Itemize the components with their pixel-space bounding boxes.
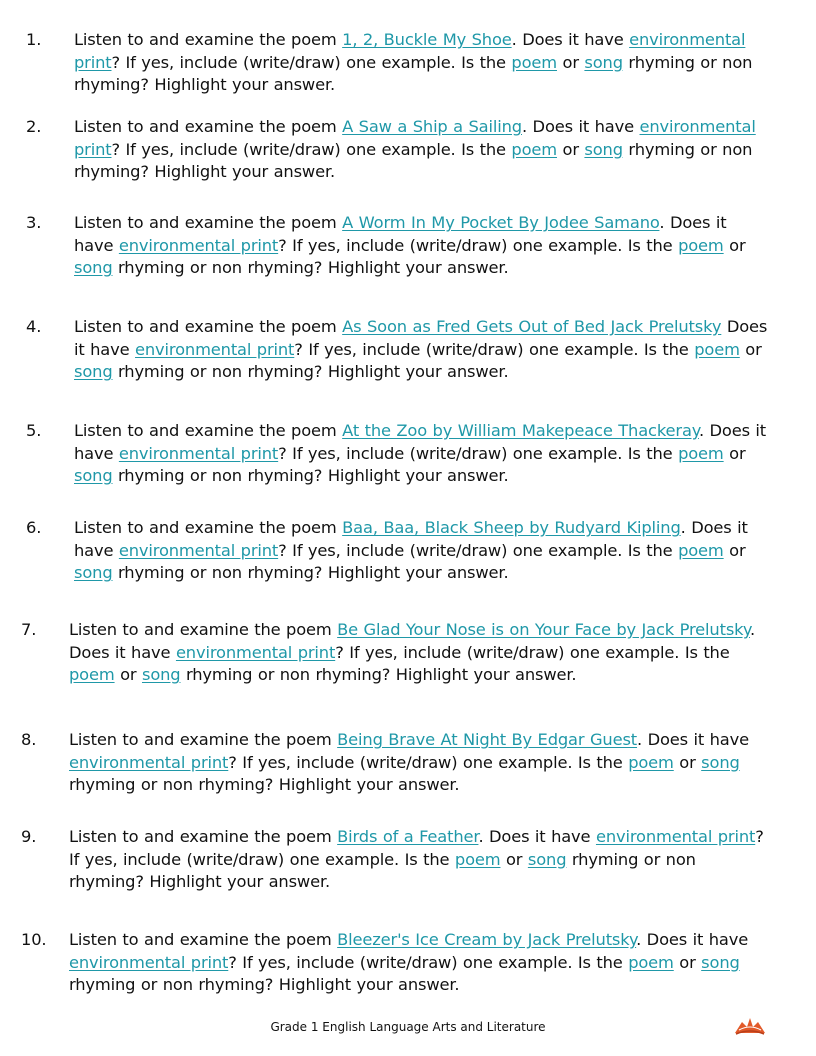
question-number: 2. bbox=[26, 117, 42, 136]
poem-title-link[interactable]: A Saw a Ship a Sailing bbox=[342, 117, 522, 136]
question-part-2: ? If yes, include (write/draw) one example. Is the bbox=[278, 235, 679, 255]
question-item bbox=[21, 729, 766, 797]
question-number: 1. bbox=[26, 30, 42, 49]
environmental-print-link[interactable]: environmental print bbox=[69, 752, 229, 772]
question-number: 7. bbox=[21, 620, 37, 639]
question-mid: Does it have bbox=[74, 317, 768, 359]
question-mid: Does it have bbox=[641, 930, 749, 949]
title-punctuation: . bbox=[698, 421, 704, 440]
question-tail: rhyming or non rhyming? Highlight your answer. bbox=[112, 563, 509, 582]
poem-link[interactable]: poem bbox=[511, 139, 557, 159]
or-text: or bbox=[673, 952, 702, 972]
page-footer: Grade 1 English Language Arts and Literature bbox=[270, 1020, 546, 1034]
question-part-2: ? If yes, include (write/draw) one example. Is the bbox=[278, 540, 679, 560]
question-tail: rhyming or non rhyming? Highlight your answer. bbox=[69, 849, 696, 891]
question-number: 10. bbox=[21, 930, 47, 949]
song-link[interactable]: song bbox=[74, 362, 113, 381]
environmental-print-link[interactable]: environmental print bbox=[175, 642, 336, 662]
title-punctuation: . bbox=[511, 30, 517, 49]
poem-link[interactable]: poem bbox=[511, 52, 557, 72]
question-text bbox=[69, 826, 770, 894]
question-tail: rhyming or non rhyming? Highlight your answer. bbox=[112, 466, 509, 485]
poem-title-link[interactable]: As Soon as Fred Gets Out of Bed Jack Prelutsky bbox=[342, 317, 722, 336]
question-item bbox=[21, 826, 766, 894]
or-text: or bbox=[557, 139, 585, 159]
question-prefix: Listen to and examine the poem bbox=[74, 213, 343, 232]
question-item bbox=[26, 517, 771, 585]
question-mid: Does it have bbox=[74, 518, 748, 560]
question-part-2: ? If yes, include (write/draw) one example. Is the bbox=[228, 952, 629, 972]
poem-link[interactable]: poem bbox=[694, 339, 740, 359]
poem-link[interactable]: poem bbox=[678, 235, 724, 255]
poem-title-link[interactable]: At the Zoo by William Makepeace Thackeray bbox=[342, 421, 699, 440]
title-punctuation: . bbox=[478, 827, 484, 846]
question-text bbox=[74, 420, 770, 488]
question-tail: rhyming or non rhyming? Highlight your answer. bbox=[74, 52, 753, 94]
environmental-print-link[interactable]: environmental print bbox=[74, 117, 756, 159]
title-punctuation: . bbox=[680, 518, 686, 537]
question-mid: Does it have bbox=[483, 827, 596, 846]
question-prefix: Listen to and examine the poem bbox=[74, 30, 343, 49]
poem-title-link[interactable]: 1, 2, Buckle My Shoe bbox=[342, 30, 512, 49]
question-prefix: Listen to and examine the poem bbox=[69, 730, 338, 749]
question-mid: Does it have bbox=[74, 421, 767, 463]
question-part-2: ? If yes, include (write/draw) one example. Is the bbox=[111, 139, 512, 159]
environmental-print-link[interactable]: environmental print bbox=[135, 339, 295, 359]
environmental-print-link[interactable]: environmental print bbox=[118, 235, 279, 255]
poem-title-link[interactable]: A Worm In My Pocket By Jodee Samano bbox=[342, 213, 660, 232]
environmental-print-link[interactable]: environmental print bbox=[69, 952, 229, 972]
poem-link[interactable]: poem bbox=[678, 540, 724, 560]
question-number: 9. bbox=[21, 827, 37, 846]
or-text: or bbox=[673, 752, 702, 772]
or-text: or bbox=[723, 540, 746, 560]
song-link[interactable]: song bbox=[74, 258, 113, 277]
question-item bbox=[26, 316, 771, 384]
question-item bbox=[26, 29, 771, 97]
question-prefix: Listen to and examine the poem bbox=[74, 518, 343, 537]
song-link[interactable]: song bbox=[141, 665, 181, 684]
question-mid: Does it have bbox=[74, 213, 727, 255]
question-tail: rhyming or non rhyming? Highlight your answer. bbox=[69, 775, 460, 794]
question-item bbox=[26, 212, 771, 280]
title-punctuation: . bbox=[522, 117, 528, 136]
question-part-2: ? If yes, include (write/draw) one example. Is the bbox=[294, 339, 695, 359]
question-item bbox=[26, 420, 771, 488]
question-tail: rhyming or non rhyming? Highlight your answer. bbox=[180, 665, 577, 684]
question-tail: rhyming or non rhyming? Highlight your answer. bbox=[112, 362, 509, 381]
question-prefix: Listen to and examine the poem bbox=[74, 117, 343, 136]
poem-title-link[interactable]: Baa, Baa, Black Sheep by Rudyard Kipling bbox=[342, 518, 681, 537]
question-number: 8. bbox=[21, 730, 37, 749]
poem-link[interactable]: poem bbox=[628, 952, 674, 972]
or-text: or bbox=[114, 665, 142, 684]
question-mid: Does it have bbox=[642, 730, 749, 749]
question-part-2: ? If yes, include (write/draw) one example. Is the bbox=[228, 752, 629, 772]
or-text: or bbox=[723, 235, 746, 255]
question-item bbox=[21, 619, 766, 687]
poem-link[interactable]: poem bbox=[628, 752, 674, 772]
environmental-print-link[interactable]: environmental print bbox=[595, 827, 756, 846]
book-logo-icon bbox=[733, 1013, 767, 1035]
poem-title-link[interactable]: Birds of a Feather bbox=[337, 827, 479, 846]
song-link[interactable]: song bbox=[74, 466, 113, 485]
question-number: 5. bbox=[26, 421, 42, 440]
question-prefix: Listen to and examine the poem bbox=[69, 620, 338, 639]
question-prefix: Listen to and examine the poem bbox=[74, 317, 343, 336]
poem-link[interactable]: poem bbox=[678, 443, 724, 463]
question-prefix: Listen to and examine the poem bbox=[69, 827, 338, 846]
environmental-print-link[interactable]: environmental print bbox=[118, 540, 279, 560]
or-text: or bbox=[723, 443, 746, 463]
question-text bbox=[74, 116, 770, 184]
question-number: 4. bbox=[26, 317, 42, 336]
question-text bbox=[69, 619, 770, 687]
song-link[interactable]: song bbox=[74, 563, 113, 582]
question-prefix: Listen to and examine the poem bbox=[69, 930, 338, 949]
question-mid: Does it have bbox=[69, 642, 176, 662]
question-mid: Does it have bbox=[516, 30, 630, 49]
song-link[interactable]: song bbox=[527, 849, 567, 869]
title-punctuation: . bbox=[750, 620, 756, 639]
song-link[interactable]: song bbox=[701, 752, 740, 772]
question-text bbox=[74, 212, 770, 280]
poem-title-link[interactable]: Being Brave At Night By Edgar Guest bbox=[337, 730, 638, 749]
question-part-2: ? If yes, include (write/draw) one example. Is the bbox=[69, 827, 764, 869]
or-text: or bbox=[500, 849, 528, 869]
question-prefix: Listen to and examine the poem bbox=[74, 421, 343, 440]
poem-link[interactable]: poem bbox=[69, 665, 115, 684]
poem-title-link[interactable]: Be Glad Your Nose is on Your Face by Jack Prelutsky bbox=[337, 620, 751, 639]
title-punctuation: . bbox=[637, 730, 643, 749]
question-part-2: ? If yes, include (write/draw) one example. Is the bbox=[335, 642, 730, 662]
song-link[interactable]: song bbox=[584, 139, 623, 159]
question-text bbox=[69, 729, 770, 797]
question-text bbox=[74, 316, 770, 384]
or-text: or bbox=[557, 52, 585, 72]
question-number: 3. bbox=[26, 213, 42, 232]
question-tail: rhyming or non rhyming? Highlight your answer. bbox=[112, 258, 509, 277]
environmental-print-link[interactable]: environmental print bbox=[74, 30, 746, 72]
question-item bbox=[26, 116, 771, 184]
question-part-2: ? If yes, include (write/draw) one example. Is the bbox=[111, 52, 512, 72]
question-mid: Does it have bbox=[527, 117, 640, 136]
question-tail: rhyming or non rhyming? Highlight your answer. bbox=[74, 139, 753, 181]
poem-title-link[interactable]: Bleezer's Ice Cream by Jack Prelutsky bbox=[337, 930, 637, 949]
question-number: 6. bbox=[26, 518, 42, 537]
poem-link[interactable]: poem bbox=[454, 849, 501, 869]
question-tail: rhyming or non rhyming? Highlight your answer. bbox=[69, 975, 460, 994]
question-part-2: ? If yes, include (write/draw) one example. Is the bbox=[278, 443, 679, 463]
song-link[interactable]: song bbox=[701, 952, 740, 972]
song-link[interactable]: song bbox=[584, 52, 623, 72]
or-text: or bbox=[739, 339, 762, 359]
title-punctuation: . bbox=[636, 930, 642, 949]
environmental-print-link[interactable]: environmental print bbox=[118, 443, 279, 463]
question-text bbox=[74, 517, 770, 585]
question-item bbox=[21, 929, 766, 997]
title-punctuation: . bbox=[659, 213, 665, 232]
question-text bbox=[69, 929, 770, 997]
question-text bbox=[74, 29, 770, 97]
